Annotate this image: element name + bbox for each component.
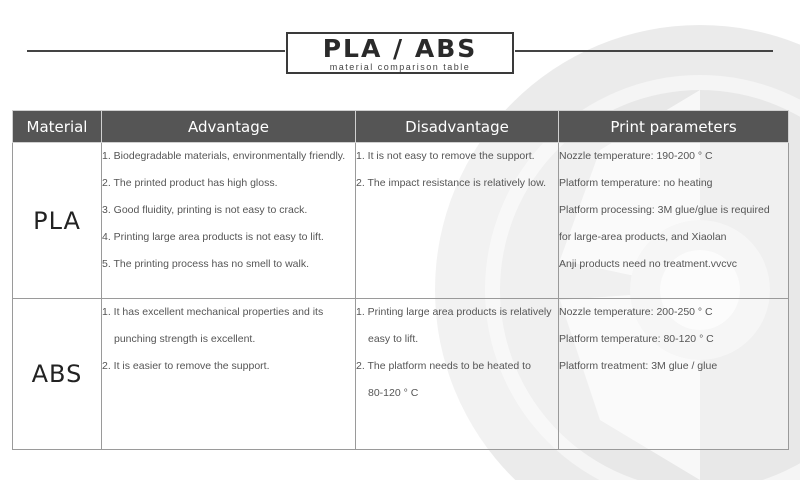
title-rule-left <box>27 50 285 52</box>
list-item: 1. Printing large area products is relatively <box>356 306 552 318</box>
list-item: Platform treatment: 3M glue / glue <box>559 360 718 372</box>
advantage-cell <box>102 299 356 450</box>
list-item: Nozzle temperature: 190-200 ° C <box>559 150 713 162</box>
list-item: 80-120 ° C <box>368 387 419 399</box>
list-item: Platform temperature: no heating <box>559 177 713 189</box>
list-item: 5. The printing process has no smell to walk. <box>102 258 309 270</box>
list-item: Anji products need no treatment.vvcvc <box>559 258 738 270</box>
list-item: 1. Biodegradable materials, environmentally friendly. <box>102 150 346 162</box>
list-item: for large-area products, and Xiaolan <box>559 231 727 243</box>
material-cell: ABS <box>13 299 102 450</box>
table-row-abs <box>13 299 789 450</box>
disadvantage-cell <box>356 299 559 450</box>
column-header-print-parameters: Print parameters <box>559 111 789 143</box>
column-header-advantage: Advantage <box>102 111 356 143</box>
comparison-table <box>12 110 789 450</box>
list-item: 4. Printing large area products is not easy to lift. <box>102 231 324 243</box>
parameters-cell <box>559 299 789 450</box>
list-item: 3. Good fluidity, printing is not easy to crack. <box>102 204 308 216</box>
material-cell: PLA <box>13 143 102 299</box>
list-item: 2. The printed product has high gloss. <box>102 177 278 189</box>
list-item: 2. The impact resistance is relatively low. <box>356 177 547 189</box>
parameters-cell <box>559 143 789 299</box>
title-box <box>286 32 514 74</box>
list-item: punching strength is excellent. <box>114 333 256 345</box>
advantage-cell <box>102 143 356 299</box>
table-row-pla <box>13 143 789 299</box>
disadvantage-cell <box>356 143 559 299</box>
list-item: 2. The platform needs to be heated to <box>356 360 531 372</box>
list-item: Platform temperature: 80-120 ° C <box>559 333 714 345</box>
page-subtitle: material comparison table <box>329 62 471 72</box>
list-item: easy to lift. <box>368 333 419 345</box>
list-item: Nozzle temperature: 200-250 ° C <box>559 306 713 318</box>
list-item: 1. It is not easy to remove the support. <box>356 150 535 162</box>
page-title: PLA / ABS <box>322 34 478 63</box>
column-header-disadvantage: Disadvantage <box>356 111 559 143</box>
column-header-material: Material <box>13 111 102 143</box>
table-header-row <box>13 111 789 143</box>
list-item: 2. It is easier to remove the support. <box>102 360 270 372</box>
title-rule-right <box>515 50 773 52</box>
list-item: Platform processing: 3M glue/glue is required <box>559 204 770 216</box>
list-item: 1. It has excellent mechanical properties and its <box>102 306 324 318</box>
